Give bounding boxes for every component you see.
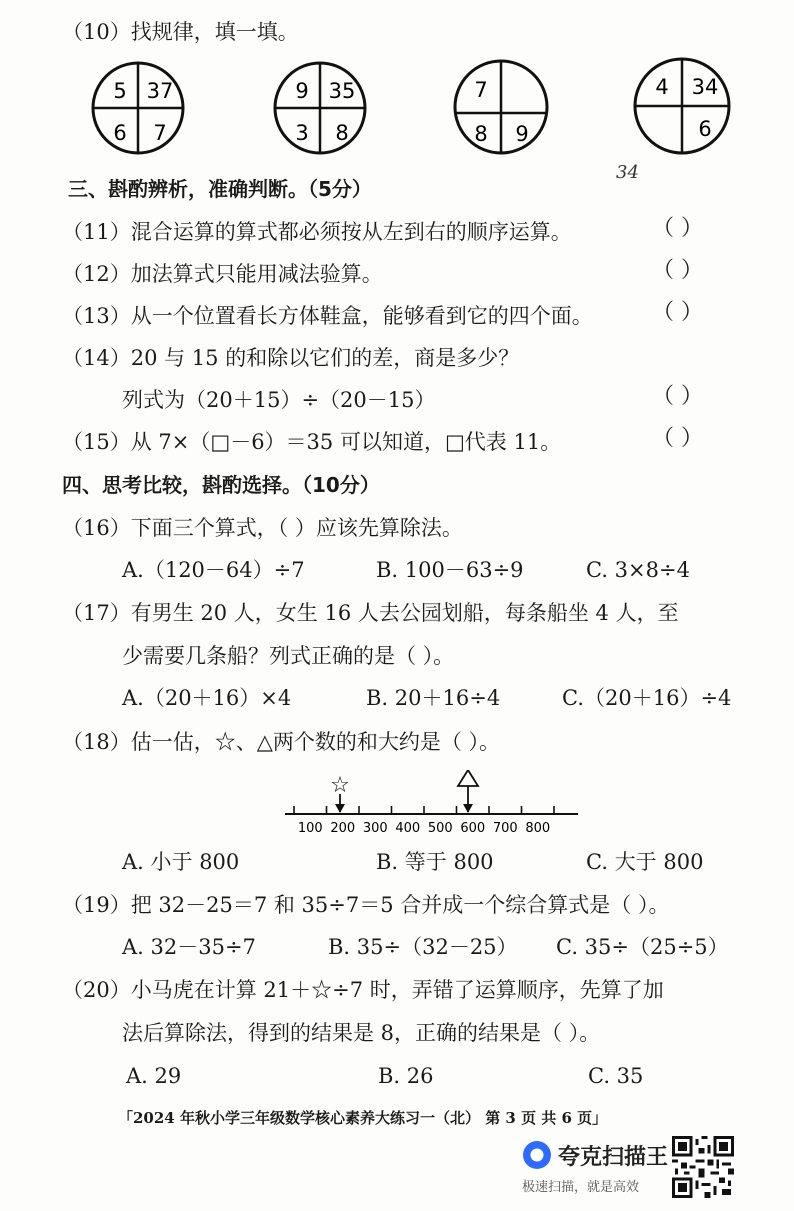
- triangle-marker: [458, 770, 478, 786]
- number-line: [282, 770, 582, 840]
- q15-answer-paren[interactable]: （ ）: [652, 426, 703, 451]
- q19-option-b[interactable]: B. 35÷（32－25）: [328, 935, 518, 959]
- circle-2-tl: 9: [295, 79, 309, 103]
- q17-stem-line1: （17）有男生 20 人，女生 16 人去公园划船，每条船坐 4 人，至: [62, 601, 679, 625]
- q16-option-a[interactable]: A.（120－64）÷7: [122, 558, 305, 582]
- page-footer: 「2024 年秋小学三年级数学核心素养大练习一（北） 第 3 页 共 6 页」: [118, 1109, 608, 1127]
- q16-option-c[interactable]: C. 3×8÷4: [586, 558, 690, 582]
- scanner-badge-tagline: 极速扫描，就是高效: [522, 1180, 640, 1195]
- scanner-logo-icon: [522, 1140, 552, 1170]
- q11-answer-paren[interactable]: （ ）: [652, 216, 703, 241]
- q20-option-a[interactable]: A. 29: [126, 1064, 182, 1088]
- q15-text: （15）从 7×（□－6）＝35 可以知道，□代表 11。: [62, 430, 562, 454]
- q12-answer-paren[interactable]: （ ）: [652, 258, 703, 283]
- pattern-circle-1: [90, 60, 186, 160]
- q13-answer-paren[interactable]: （ ）: [652, 300, 703, 325]
- q13-text: （13）从一个位置看长方体鞋盒，能够看到它的四个面。: [62, 304, 593, 328]
- q17-stem-line2: 少需要几条船？列式正确的是（ ）。: [122, 644, 455, 668]
- scanner-badge-name: 夸克扫描王: [558, 1145, 669, 1170]
- star-marker: ☆: [330, 773, 350, 798]
- circle-3-bl: 8: [474, 122, 488, 146]
- number-line-label: 400: [395, 821, 421, 836]
- section4-title: 四、思考比较，斟酌选择。（10分）: [62, 473, 380, 497]
- circle-1-tr: 37: [146, 79, 174, 103]
- circle-3-tl: 7: [474, 78, 488, 102]
- q20-option-c[interactable]: C. 35: [588, 1064, 644, 1088]
- q20-stem-line2: 法后算除法，得到的结果是 8，正确的结果是（ ）。: [122, 1021, 601, 1045]
- q17-option-c[interactable]: C.（20＋16）÷4: [562, 686, 732, 710]
- q17-option-a[interactable]: A.（20＋16）×4: [122, 686, 292, 710]
- q11-text: （11）混合运算的算式都必须按从左到右的顺序运算。: [62, 220, 572, 244]
- q19-option-a[interactable]: A. 32－35÷7: [122, 935, 256, 959]
- circle-2-bl: 3: [295, 121, 309, 145]
- number-line-label: 600: [460, 821, 486, 836]
- q10-title: （10）找规律，填一填。: [62, 20, 299, 44]
- q17-option-b[interactable]: B. 20＋16÷4: [366, 686, 501, 710]
- section3-title: 三、斟酌辨析，准确判断。（5分）: [68, 177, 372, 201]
- pattern-circle-2: [272, 60, 368, 160]
- q20-option-b[interactable]: B. 26: [378, 1064, 434, 1088]
- pattern-circle-4: [632, 56, 732, 160]
- circle-1-tl: 5: [113, 79, 127, 103]
- circle-1-bl: 6: [113, 121, 127, 145]
- number-line-label: 700: [492, 821, 518, 836]
- q16-option-b[interactable]: B. 100－63÷9: [376, 558, 524, 582]
- scanner-badge: [522, 1140, 672, 1196]
- pattern-circle-3: [452, 58, 550, 160]
- q14-text: （14）20 与 15 的和除以它们的差，商是多少？: [62, 346, 520, 370]
- q18-option-a[interactable]: A. 小于 800: [122, 850, 240, 874]
- number-line-label: 100: [297, 821, 323, 836]
- q14-expression: 列式为（20＋15）÷（20－15）: [122, 388, 436, 412]
- number-line-label: 800: [525, 821, 551, 836]
- q14-answer-paren[interactable]: （ ）: [652, 384, 703, 409]
- circle-1-br: 7: [153, 121, 167, 145]
- circle-4-tl: 4: [655, 75, 669, 99]
- q18-option-c[interactable]: C. 大于 800: [586, 850, 704, 874]
- q16-stem: （16）下面三个算式，（ ）应该先算除法。: [62, 516, 463, 540]
- circle-2-br: 8: [335, 121, 349, 145]
- q19-stem: （19）把 32－25＝7 和 35÷7＝5 合并成一个综合算式是（ ）。: [62, 893, 670, 917]
- handwritten-note: 34: [616, 162, 639, 183]
- circle-2-tr: 35: [328, 79, 356, 103]
- q20-stem-line1: （20）小马虎在计算 21＋☆÷7 时，弄错了运算顺序，先算了加: [62, 978, 664, 1002]
- number-line-label: 200: [330, 821, 356, 836]
- circle-4-tr: 34: [691, 75, 719, 99]
- circle-4-br: 6: [698, 117, 712, 141]
- number-line-label: 500: [427, 821, 453, 836]
- q19-option-c[interactable]: C. 35÷（25÷5）: [556, 935, 729, 959]
- q18-option-b[interactable]: B. 等于 800: [376, 850, 494, 874]
- number-line-label: 300: [362, 821, 388, 836]
- q18-stem: （18）估一估，☆、△两个数的和大约是（ ）。: [62, 730, 501, 754]
- circle-3-br: 9: [515, 122, 529, 146]
- q12-text: （12）加法算式只能用减法验算。: [62, 262, 383, 286]
- qr-code-icon: [672, 1136, 734, 1198]
